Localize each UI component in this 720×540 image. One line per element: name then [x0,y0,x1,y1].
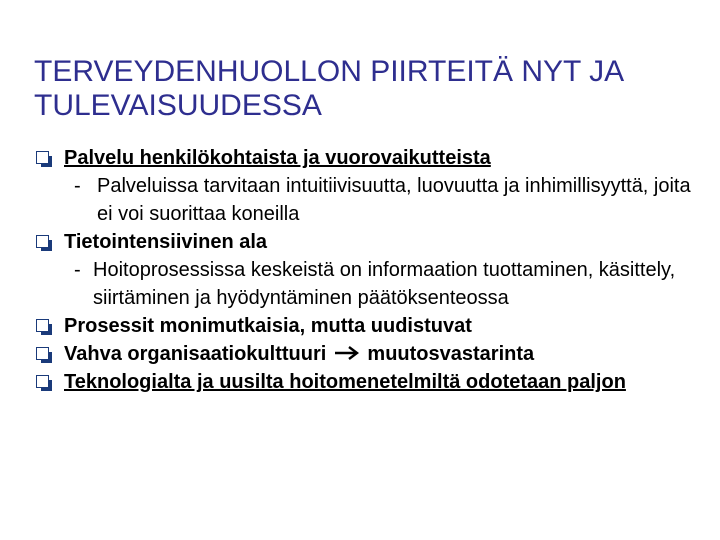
sub-item-2 [34,256,694,312]
right-arrow-icon [334,345,360,361]
bullet-item-2 [34,228,694,256]
bullet-item-3 [34,312,694,340]
bullet-item-1 [34,144,694,172]
title-line-2: TULEVAISUUDESSA [34,89,322,122]
bullet-text-5: Teknologialta ja uusilta hoitomenetelmiltä odotetaan paljon [64,371,626,393]
sub-item-1 [34,172,694,228]
bullet-text-2: Tietointensiivinen ala [64,231,268,253]
checkbox-bullet-icon [36,319,49,332]
bullet-text-4b: muutosvastarinta [367,343,535,365]
sub-text-2: Hoitoprosessissa keskeistä on informaation tuottaminen, käsittely, siirtäminen ja hyödyntäminen päätöksenteossa [93,259,676,309]
bullet-item-4 [34,340,694,368]
bullet-list [34,144,694,396]
checkbox-bullet-icon [36,375,49,388]
bullet-text-3: Prosessit monimutkaisia, mutta uudistuvat [64,315,472,337]
bullet-text-1: Palvelu henkilökohtaista ja vuorovaikutteista [64,147,491,169]
dash-marker: - [74,259,81,281]
bullet-text-4a: Vahva organisaatiokulttuuri [64,343,327,365]
slide-title [34,55,694,123]
checkbox-bullet-icon [36,347,49,360]
title-line-1: TERVEYDENHUOLLON PIIRTEITÄ NYT JA [34,55,625,88]
sub-text-1: Palveluissa tarvitaan intuitiivisuutta, luovuutta ja inhimillisyyttä, joita ei voi suorittaa koneilla [97,175,691,225]
checkbox-bullet-icon [36,235,49,248]
bullet-item-5 [34,368,694,396]
checkbox-bullet-icon [36,151,49,164]
dash-marker: - [74,175,81,197]
